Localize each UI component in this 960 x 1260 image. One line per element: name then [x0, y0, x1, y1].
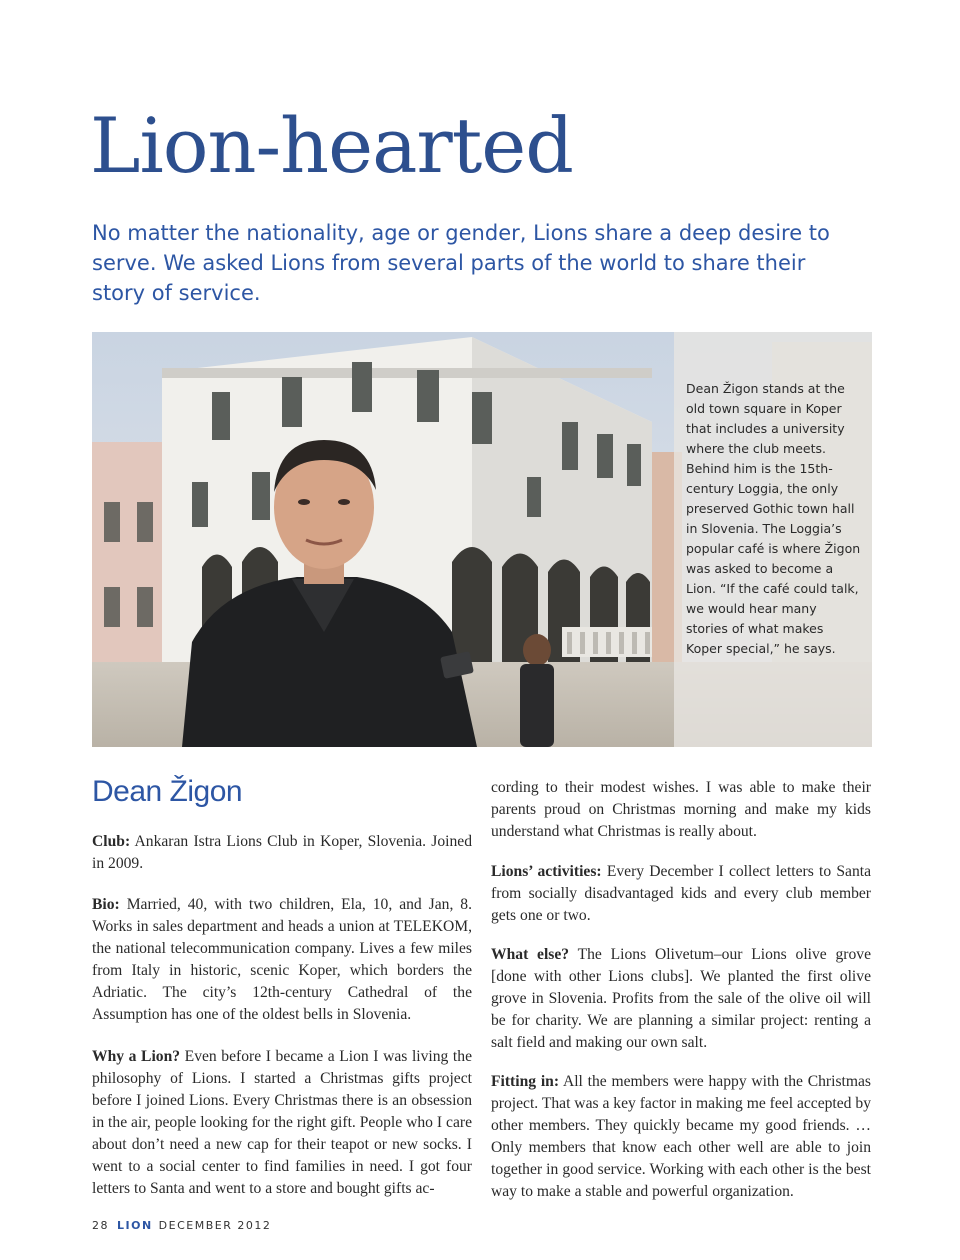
activities-label: Lions’ activities: — [491, 863, 602, 880]
magazine-name: LION — [117, 1219, 153, 1232]
what-else-label: What else? — [491, 946, 570, 963]
activities-text: Every December I collect letters to Santa from socially disadvantaged kids and every club member gets one or two. — [491, 863, 871, 924]
why-text: Even before I became a Lion I was living the philosophy of Lions. I started a Christmas gifts project before I joined Lions. Every Christmas there is an obsession in the air, people looking for the right gift. People who I care about don’t need a new cap for their teapot or new socks. I went to a social center to find families in need. I got four letters to Santa and went to a store and bought gifts ac- — [92, 1048, 472, 1197]
article-deck: No matter the nationality, age or gender, Lions share a deep desire to serve. We asked Lions from several parts of the world to share their story of service. — [92, 221, 830, 305]
why-continued-text: cording to their modest wishes. I was able to make their parents proud on Christmas morning and make my kids understand what Christmas is really about. — [491, 779, 871, 840]
fitting-in-text: All the members were happy with the Christmas project. That was a key factor in making me feel accepted by other members. They quickly became my good friends. … Only members that know each other well are able to join together in good service. Working with each other is the best way to make a stable and powerful organization. — [491, 1073, 871, 1200]
club-text: Ankaran Istra Lions Club in Koper, Slovenia. Joined in 2009. — [92, 833, 472, 872]
club-paragraph — [92, 831, 472, 875]
why-continued-paragraph — [491, 777, 871, 843]
page-number: 28 — [92, 1219, 109, 1232]
bio-text: Married, 40, with two children, Ela, 10, and Jan, 8. Works in sales department and heads a union at TELEKOM, the national telecommunication company. Lives a few miles from Italy in historic, scenic Koper, which borders the Adriatic. The city’s 12th-century Cathedral of the Assumption has one of the oldest bells in Slovenia. — [92, 896, 472, 1023]
bio-label: Bio: — [92, 896, 120, 913]
what-else-paragraph — [491, 944, 871, 1054]
activities-paragraph — [491, 861, 871, 927]
bio-paragraph — [92, 894, 472, 1026]
fitting-in-label: Fitting in: — [491, 1073, 560, 1090]
fitting-in-paragraph — [491, 1071, 871, 1203]
feature-photo — [92, 332, 872, 747]
club-label: Club: — [92, 833, 131, 850]
profile-name: Dean Žigon — [92, 775, 243, 808]
article-title: Lion-hearted — [90, 101, 573, 190]
page-footer — [92, 1219, 271, 1232]
why-label: Why a Lion? — [92, 1048, 181, 1065]
why-paragraph — [92, 1046, 472, 1200]
what-else-text: The Lions Olivetum–our Lions olive grove [done with other Lions clubs]. We planted the first olive grove in Slovenia. Profits from the sale of the olive oil will be for charity. We are planning a similar project: renting a salt field and making our own salt. — [491, 946, 871, 1051]
photo-caption: Dean Žigon stands at the old town square in Koper that includes a university where the club meets. Behind him is the 15th-century Loggia, the only preserved Gothic town hall in Slovenia. The Loggia’s popular café is where Žigon was asked to become a Lion. “If the café could talk, we would hear many stories of what makes Koper special,” he says. — [686, 381, 861, 656]
issue-date: DECEMBER 2012 — [158, 1219, 272, 1232]
